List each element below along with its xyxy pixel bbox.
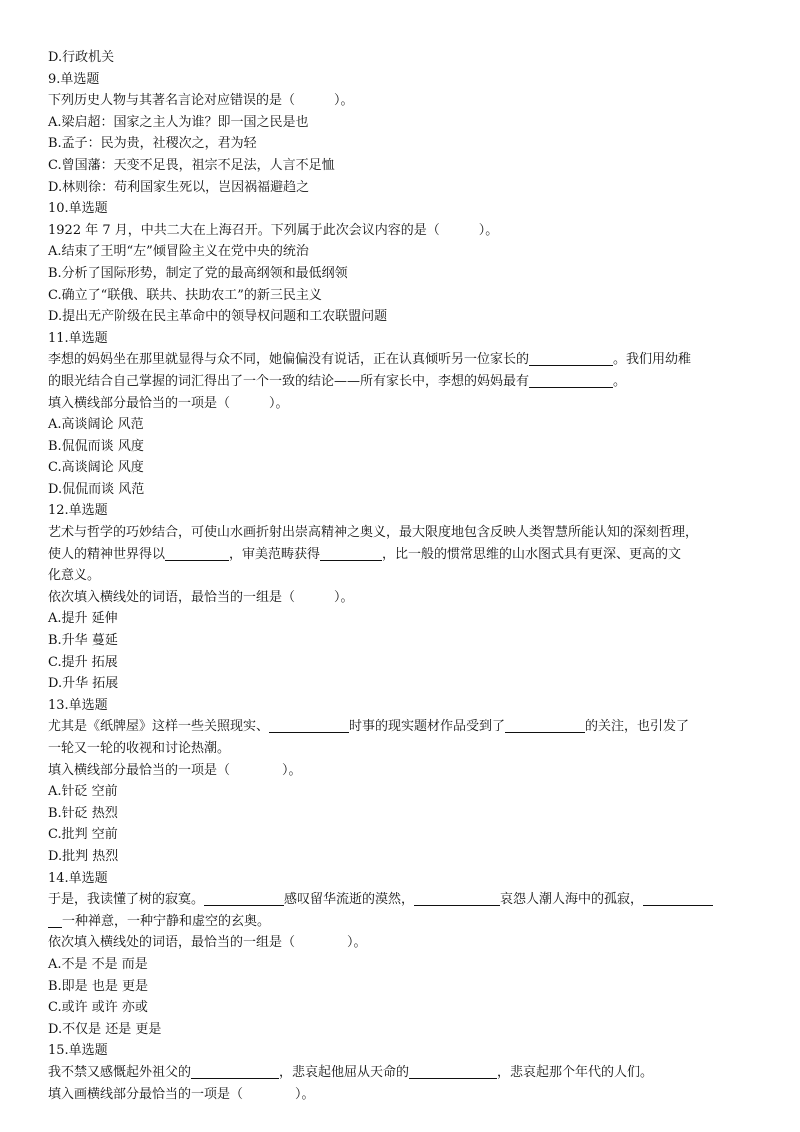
q15-blank-2 xyxy=(409,1064,497,1079)
q11-option-c: C.高谈阔论 风度 xyxy=(48,460,144,476)
q10-option-a: A.结束了王明“左”倾冒险主义在党中央的统治 xyxy=(48,244,309,260)
q11-blank-2 xyxy=(529,373,613,388)
q14-option-d: D.不仅是 还是 更是 xyxy=(48,1021,162,1037)
q14-blank-3b xyxy=(48,913,62,928)
q12-stem-line3: 化意义。 xyxy=(48,568,101,584)
q12-stem-b: 使人的精神世界得以 xyxy=(48,546,166,562)
q15-blank-1 xyxy=(191,1064,279,1079)
q14-stem-c: 哀怨人潮人海中的孤寂， xyxy=(500,892,644,908)
q11-option-d: D.侃侃而谈 风范 xyxy=(48,481,145,497)
q15-type: 15.单选题 xyxy=(48,1043,108,1059)
q11-stem-line2 xyxy=(48,371,756,393)
q12-option-c: C.提升 拓展 xyxy=(48,654,118,670)
q14-option-b: B.即是 也是 更是 xyxy=(48,978,148,994)
q14-blank-2 xyxy=(414,891,500,906)
q8-option-d: D.行政机关 xyxy=(48,50,115,65)
q11-blank-1 xyxy=(529,351,613,366)
q14-blank-3a xyxy=(643,891,713,906)
q11-type: 11.单选题 xyxy=(48,330,108,346)
q10-stem: 1922 年 7 月，中共二大在上海召开。下列属于此次会议内容的是（ ）。 xyxy=(48,222,499,238)
q14-type: 14.单选题 xyxy=(48,870,108,886)
q12-option-b: B.升华 蔓延 xyxy=(48,633,118,649)
q11-stem-line1 xyxy=(48,349,756,371)
q9-option-b: B.孟子：民为贵，社稷次之，君为轻 xyxy=(48,136,257,152)
q9-option-d: D.林则徐：苟利国家生死以，岂因祸福避趋之 xyxy=(48,179,310,195)
q12-stem-line1: 艺术与哲学的巧妙结合，可使山水画折射出崇高精神之奥义，最大限度地包含反映人类智慧所能认知的深刻哲理， xyxy=(48,525,699,541)
q15-stem-line1 xyxy=(48,1062,756,1084)
q11-option-b: B.侃侃而谈 风度 xyxy=(48,438,144,454)
q14-option-a: A.不是 不是 而是 xyxy=(48,956,148,972)
q11-stem-c: 的眼光结合自己掌握的词汇得出了一个一致的结论——所有家长中，李想的妈妈最有 xyxy=(48,373,530,389)
q15-stem-b: ，悲哀起他屈从天命的 xyxy=(279,1064,410,1080)
q14-option-c: C.或许 或许 亦或 xyxy=(48,1000,148,1016)
q14-stem-line1 xyxy=(48,889,756,911)
q9-option-c: C.曾国藩：天变不足畏，祖宗不足法，人言不足恤 xyxy=(48,157,335,173)
q13-stem-line1 xyxy=(48,716,756,738)
q14-stem-b: 感叹留华流逝的漠然， xyxy=(284,892,415,908)
q10-option-d: D.提出无产阶级在民主革命中的领导权问题和工农联盟问题 xyxy=(48,309,388,325)
q13-stem-a: 尤其是《纸牌屋》这样一些关照现实、 xyxy=(48,719,270,735)
q13-option-c: C.批判 空前 xyxy=(48,827,118,843)
q14-blank-1 xyxy=(204,891,284,906)
q14-prompt: 依次填入横线处的词语，最恰当的一组是（ ）。 xyxy=(48,935,367,951)
q9-stem: 下列历史人物与其著名言论对应错误的是（ ）。 xyxy=(48,93,354,109)
q10-type: 10.单选题 xyxy=(48,201,108,217)
q13-stem-b: 时事的现实题材作品受到了 xyxy=(349,719,506,735)
q12-stem-c: ，审美范畴获得 xyxy=(229,546,321,562)
q13-option-b: B.针砭 热烈 xyxy=(48,805,118,821)
q15-prompt: 填入画横线部分最恰当的一项是（ ）。 xyxy=(48,1086,315,1102)
q15-stem-a: 我不禁又感慨起外祖父的 xyxy=(48,1064,192,1080)
q12-blank-2 xyxy=(320,546,382,561)
q12-stem-line2 xyxy=(48,544,756,566)
q11-stem-a: 李想的妈妈坐在那里就显得与众不同，她偏偏没有说话，正在认真倾听另一位家长的 xyxy=(48,352,530,368)
q12-option-a: A.提升 延伸 xyxy=(48,611,118,627)
q13-prompt: 填入横线部分最恰当的一项是（ ）。 xyxy=(48,762,302,778)
q11-stem-d: 。 xyxy=(613,373,627,389)
q11-option-a: A.高谈阔论 风范 xyxy=(48,417,144,433)
q14-stem-a: 于是，我读懂了树的寂寞。 xyxy=(48,892,205,908)
q12-prompt: 依次填入横线处的词语，最恰当的一组是（ ）。 xyxy=(48,589,354,605)
q13-stem-c: 的关注，也引发了 xyxy=(585,719,690,735)
q10-option-b: B.分析了国际形势，制定了党的最高纲领和最低纲领 xyxy=(48,265,348,281)
q11-prompt: 填入横线部分最恰当的一项是（ ）。 xyxy=(48,395,289,411)
q10-option-c: C.确立了“联俄、联共、扶助农工”的新三民主义 xyxy=(48,287,322,303)
q15-stem-c: ，悲哀起那个年代的人们。 xyxy=(497,1064,654,1080)
q12-type: 12.单选题 xyxy=(48,503,108,519)
q11-stem-b: 。我们用幼稚 xyxy=(613,352,692,368)
q13-blank-2 xyxy=(505,718,585,733)
q14-stem-d: 一种禅意，一种宁静和虚空的玄奥。 xyxy=(62,913,271,929)
q12-option-d: D.升华 拓展 xyxy=(48,676,119,692)
q9-type: 9.单选题 xyxy=(48,71,100,87)
q12-stem-d: ，比一般的惯常思维的山水图式具有更深、更高的文 xyxy=(382,546,682,562)
q13-option-d: D.批判 热烈 xyxy=(48,848,119,864)
q13-stem-line2: 一轮又一轮的收视和讨论热潮。 xyxy=(48,741,231,756)
q13-type: 13.单选题 xyxy=(48,697,108,713)
q13-blank-1 xyxy=(269,718,349,733)
q13-option-a: A.针砭 空前 xyxy=(48,784,118,800)
q9-option-a: A.梁启超：国家之主人为谁？即一国之民是也 xyxy=(48,114,309,130)
q14-stem-line2 xyxy=(48,911,756,933)
q12-blank-1 xyxy=(165,546,229,561)
